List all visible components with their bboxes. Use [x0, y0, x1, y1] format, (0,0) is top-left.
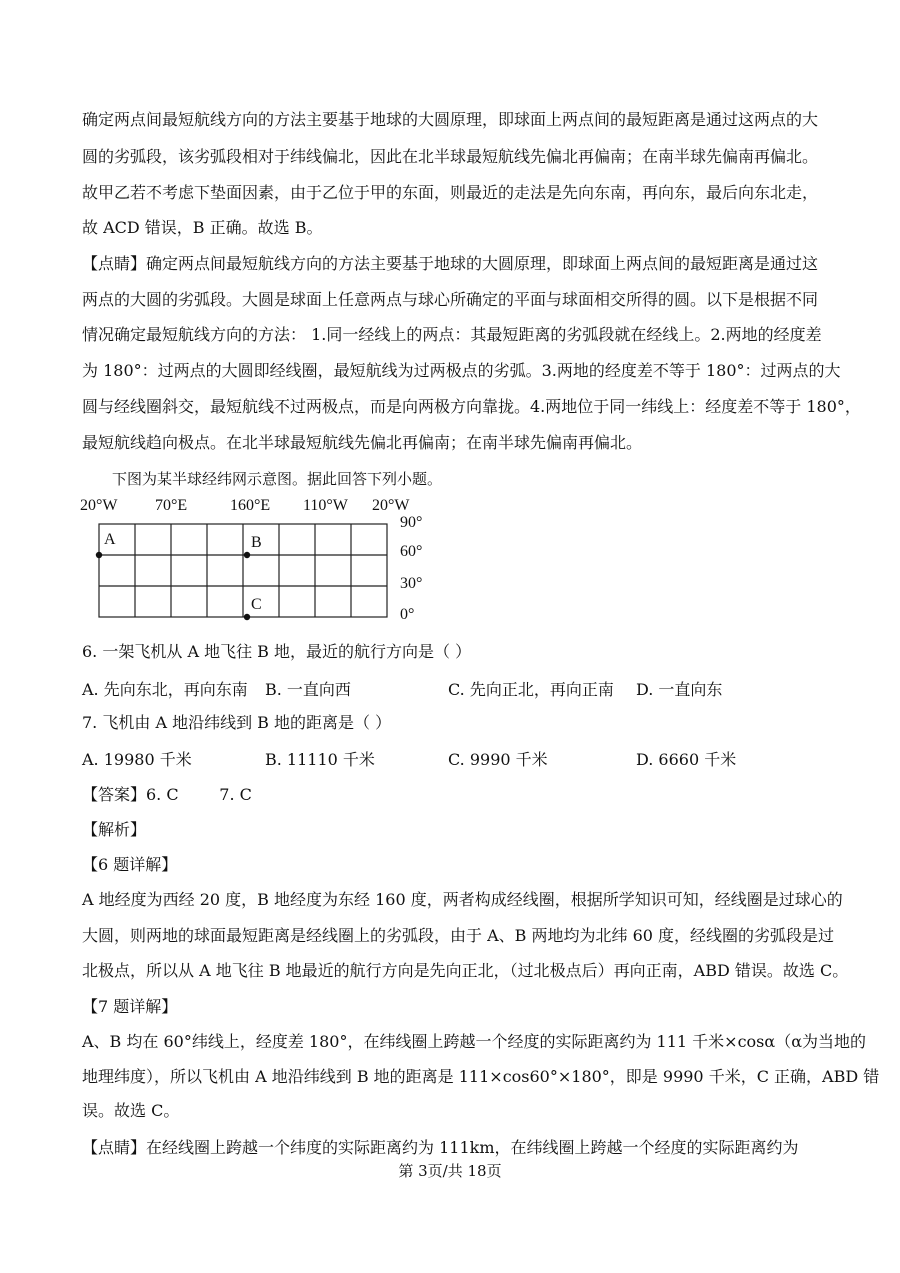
detail-7-line: A、B 均在 60°纬线上，经度差 180°，在纬线圈上跨越一个经度的实际距离约为 111 千米×cosα（α为当地的	[82, 1032, 867, 1051]
q7-option-b: B. 11110 千米	[265, 750, 375, 769]
paragraph-line: 【点睛】确定两点间最短航线方向的方法主要基于地球的大圆原理，即球面上两点间的最短距离是通过这	[82, 254, 819, 273]
page-footer: 第 3页/共 18页	[398, 1162, 502, 1180]
latitude-label: 30°	[400, 575, 423, 592]
paragraph-line: 为 180°：过两点的大圆即经线圈，最短航线为过两极点的劣弧。3.两地的经度差不等于 180°：过两点的大	[82, 361, 841, 380]
latitude-label: 60°	[400, 543, 423, 560]
q7-option-d: D. 6660 千米	[636, 750, 737, 769]
paragraph-line: 故 ACD 错误，B 正确。故选 B。	[82, 218, 323, 237]
longitude-label: 70°E	[155, 497, 188, 514]
paragraph-line: 圆与经线圈斜交，最短航线不过两极点，而是向两极方向靠拢。4.两地位于同一纬线上：经度差不等于 180°，	[82, 397, 861, 416]
detail-7-line: 地理纬度），所以飞机由 A 地沿纬线到 B 地的距离是 111×cos60°×180°，即是 9990 千米，C 正确，ABD 错	[82, 1067, 880, 1086]
paragraph-line: 最短航线趋向极点。在北半球最短航线先偏北再偏南；在南半球先偏南再偏北。	[82, 433, 643, 452]
paragraph-line: 情况确定最短航线方向的方法： 1.同一经线上的两点：其最短距离的劣弧段就在经线上。2.两地的经度差	[82, 325, 822, 344]
point-c-label: C	[251, 596, 262, 613]
detail-7-heading: 【7 题详解】	[82, 997, 178, 1016]
longitude-label: 20°W	[80, 497, 118, 514]
answer-line: 【答案】6. C 7. C	[82, 785, 252, 804]
detail-7-line: 误。故选 C。	[82, 1101, 180, 1120]
figure-intro: 下图为某半球经纬网示意图。据此回答下列小题。	[112, 470, 443, 488]
detail-6-line: A 地经度为西经 20 度，B 地经度为东经 160 度，两者构成经线圈，根据所学知识可知，经线圈是过球心的	[82, 890, 843, 909]
note-line: 【点睛】在经线圈上跨越一个纬度的实际距离约为 111km，在纬线圈上跨越一个经度的实际距离约为	[82, 1138, 799, 1157]
q6-option-a: A. 先向东北，再向东南	[82, 680, 248, 699]
q6-option-c: C. 先向正北，再向正南	[448, 680, 614, 699]
detail-6-line: 大圆，则两地的球面最短距离是经线圈上的劣弧段，由于 A、B 两地均为北纬 60 度，经线圈的劣弧段是过	[82, 926, 835, 945]
longitude-label: 110°W	[303, 497, 348, 514]
paragraph-line: 圆的劣弧段，该劣弧段相对于纬线偏北，因此在北半球最短航线先偏北再偏南；在南半球先偏南再偏北。	[82, 147, 819, 166]
analysis-heading: 【解析】	[82, 820, 147, 839]
question-7-stem: 7. 飞机由 A 地沿纬线到 B 地的距离是（ ）	[82, 713, 392, 732]
point-b-label: B	[251, 534, 262, 551]
longitude-label: 20°W	[372, 497, 410, 514]
detail-6-line: 北极点，所以从 A 地飞往 B 地最近的航行方向是先向正北，（过北极点后）再向正南，ABD 错误。故选 C。	[82, 961, 849, 980]
paragraph-line: 故甲乙若不考虑下垫面因素，由于乙位于甲的东面，则最近的走法是先向东南，再向东，最后向东北走，	[82, 183, 819, 202]
latitude-label: 0°	[400, 606, 415, 623]
latitude-label: 90°	[400, 514, 423, 531]
point-c-dot	[244, 614, 250, 620]
q7-option-a: A. 19980 千米	[82, 750, 192, 769]
q7-option-c: C. 9990 千米	[448, 750, 548, 769]
point-a-dot	[96, 552, 102, 558]
paragraph-line: 确定两点间最短航线方向的方法主要基于地球的大圆原理，即球面上两点间的最短距离是通过这两点的大	[82, 110, 819, 129]
detail-6-heading: 【6 题详解】	[82, 855, 178, 874]
paragraph-line: 两点的大圆的劣弧段。大圆是球面上任意两点与球心所确定的平面与球面相交所得的圆。以下是根据不同	[82, 290, 819, 309]
longitude-label: 160°E	[230, 497, 271, 514]
q6-option-b: B. 一直向西	[265, 680, 351, 699]
q6-option-d: D. 一直向东	[636, 680, 723, 699]
graticule-grid	[90, 515, 410, 625]
point-b-dot	[244, 552, 250, 558]
point-a-label: A	[104, 531, 116, 548]
question-6-stem: 6. 一架飞机从 A 地飞往 B 地，最近的航行方向是（ ）	[82, 642, 472, 661]
